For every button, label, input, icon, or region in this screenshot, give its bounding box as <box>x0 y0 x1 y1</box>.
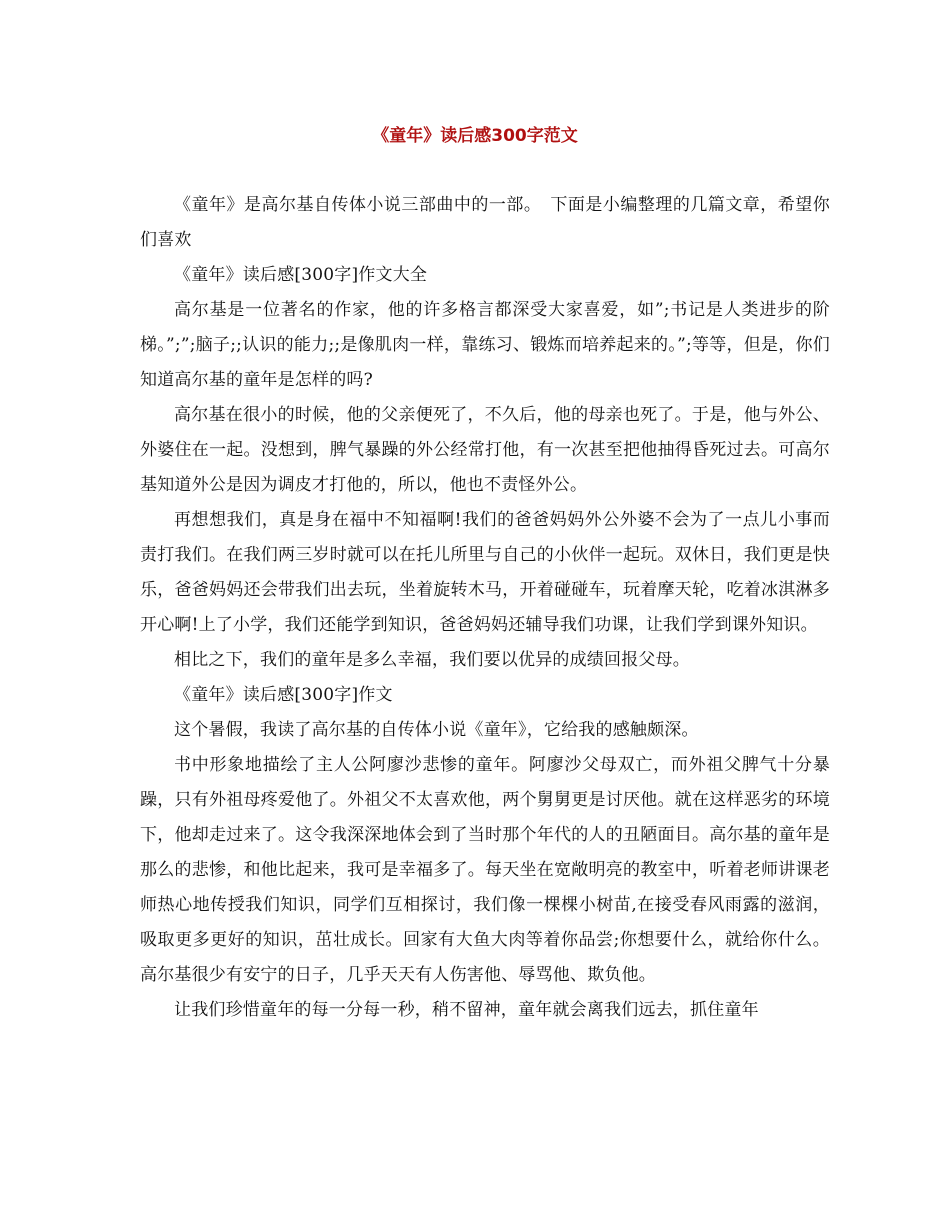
paragraph: 相比之下，我们的童年是多么幸福，我们要以优异的成绩回报父母。 <box>174 650 690 670</box>
section-heading-2: 《童年》读后感[300字]作文 <box>174 685 393 705</box>
paragraph: 书中形象地描绘了主人公阿廖沙悲惨的童年。阿廖沙父母双亡，而外祖父脾气十分暴躁，只有外祖母疼爱他了。外祖父不太喜欢他，两个舅舅更是讨厌他。就在这样恶劣的环境下，他却走过来了。这令我深深地体会到了当时那个年代的人的丑陋面目。高尔基的童年是那么的悲惨，和他比起来，我可是幸福多了。每天坐在宽敞明亮的教室中，听着老师讲课老师热心地传授我们知识，同学们互相探讨，我们像一棵棵小树苗,在接受春风雨露的滋润，吸取更多更好的知识，茁壮成长。回家有大鱼大肉等着你品尝;你想要什么，就给你什么。高尔基很少有安宁的日子，几乎天天有人伤害他、辱骂他、欺负他。 <box>140 755 830 985</box>
paragraph: 这个暑假，我读了高尔基的自传体小说《童年》，它给我的感触颇深。 <box>174 720 699 740</box>
paragraph: 再想想我们，真是身在福中不知福啊!我们的爸爸妈妈外公外婆不会为了一点儿小事而责打我们。在我们两三岁时就可以在托儿所里与自己的小伙伴一起玩。双休日，我们更是快乐，爸爸妈妈还会带我们出去玩，坐着旋转木马，开着碰碰车，玩着摩天轮，吃着冰淇淋多开心啊!上了小学，我们还能学到知识，爸爸妈妈还辅导我们功课，让我们学到课外知识。 <box>140 510 830 635</box>
document-body <box>140 188 830 1028</box>
paragraph: 让我们珍惜童年的每一分每一秒，稍不留神，童年就会离我们远去，抓住童年 <box>174 1000 759 1020</box>
document-title: 《童年》读后感300字范文 <box>372 126 578 146</box>
paragraph-intro: 《童年》是高尔基自传体小说三部曲中的一部。 下面是小编整理的几篇文章，希望你们喜欢 <box>140 195 830 250</box>
section-heading-1: 《童年》读后感[300字]作文大全 <box>174 265 428 285</box>
paragraph: 高尔基在很小的时候，他的父亲便死了，不久后，他的母亲也死了。于是，他与外公、外婆住在一起。没想到，脾气暴躁的外公经常打他，有一次甚至把他抽得昏死过去。可高尔基知道外公是因为调皮才打他的，所以，他也不责怪外公。 <box>140 405 830 495</box>
paragraph: 高尔基是一位著名的作家，他的许多格言都深受大家喜爱，如”;书记是人类进步的阶梯。”;”;脑子;;认识的能力;;是像肌肉一样，靠练习、锻炼而培养起来的。”;等等，但是，你们知道高尔基的童年是怎样的吗? <box>140 300 830 390</box>
